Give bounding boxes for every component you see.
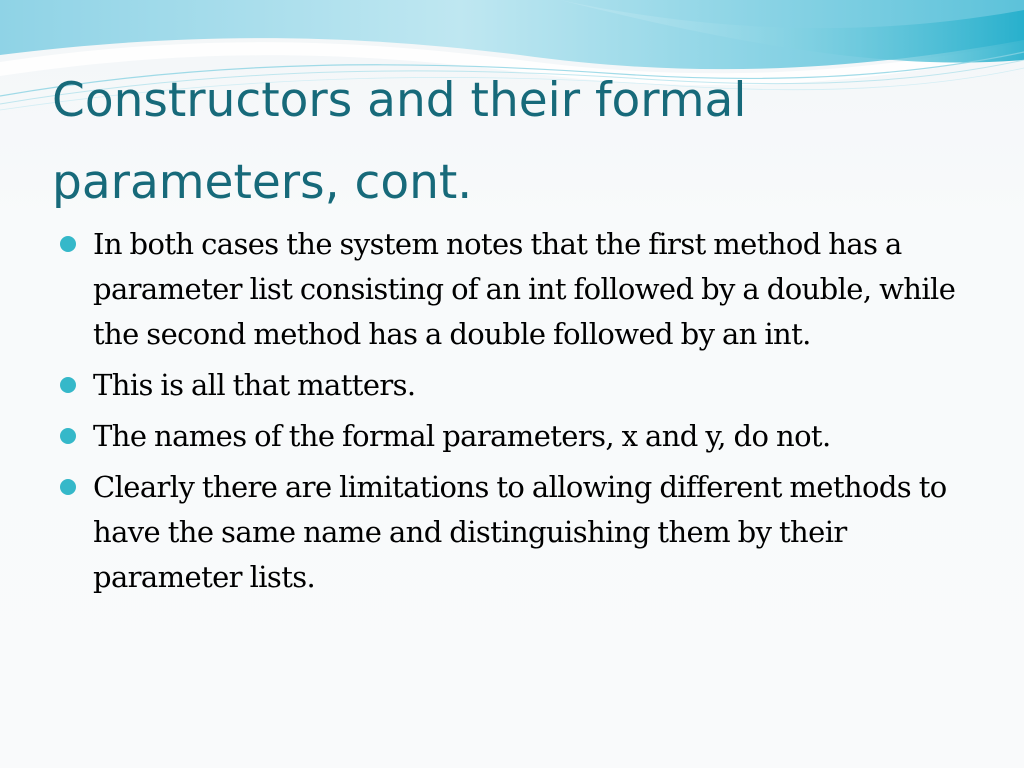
bullet-list bbox=[58, 222, 958, 606]
bullet-dot-icon bbox=[60, 377, 76, 393]
bullet-item bbox=[58, 363, 958, 408]
bullet-text: Clearly there are limitations to allowing different methods to have the same name and distinguishing them by their parameter lists. bbox=[93, 470, 947, 594]
bullet-item bbox=[58, 414, 958, 459]
bullet-dot-icon bbox=[60, 479, 76, 495]
bullet-text: In both cases the system notes that the first method has a parameter list consisting of an int followed by a double, while the second method has a double followed by an int. bbox=[93, 227, 956, 351]
bullet-item bbox=[58, 222, 958, 357]
bullet-text: This is all that matters. bbox=[93, 368, 416, 402]
bullet-dot-icon bbox=[60, 428, 76, 444]
slide-title: Constructors and their formal parameters, cont. bbox=[52, 73, 747, 210]
bullet-dot-icon bbox=[60, 236, 76, 252]
bullet-text: The names of the formal parameters, x and y, do not. bbox=[93, 419, 831, 453]
bullet-item bbox=[58, 465, 958, 600]
